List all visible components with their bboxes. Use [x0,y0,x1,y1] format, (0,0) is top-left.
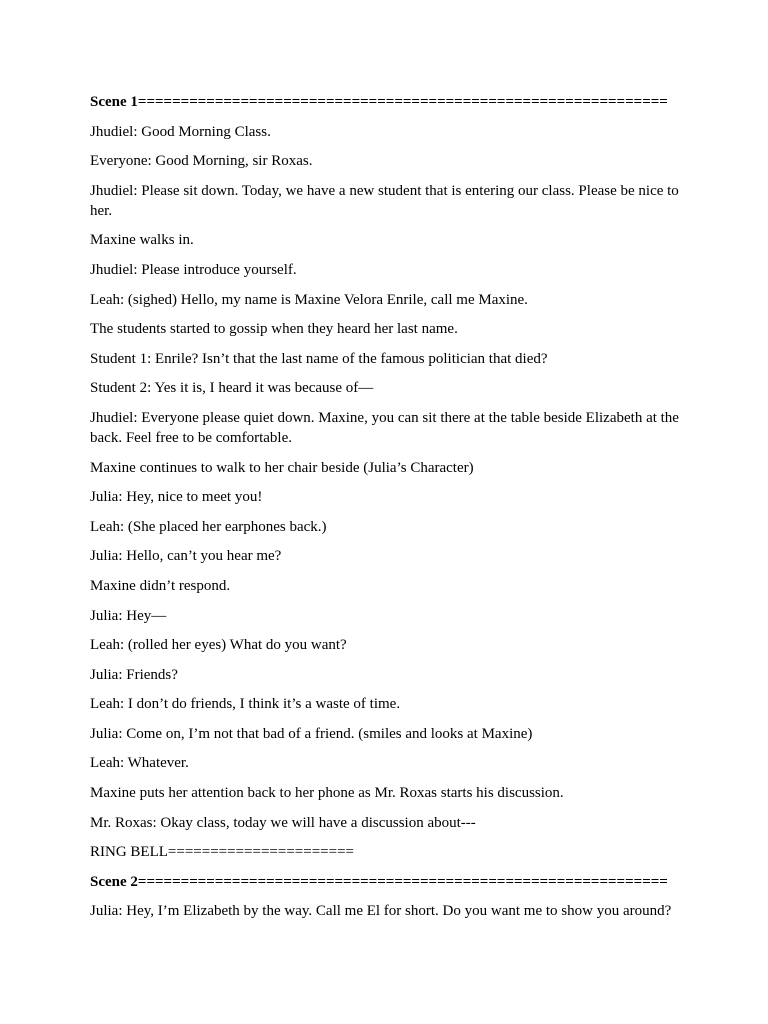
dialogue-line: Julia: Hello, can’t you hear me? [90,548,282,565]
dialogue-line: Julia: Hey, nice to meet you! [90,489,263,506]
script-body [90,92,680,931]
dialogue-line: Julia: Come on, I’m not that bad of a friend. (smiles and looks at Maxine) [90,725,533,742]
scene-heading: Scene 2============================================================== [90,873,668,890]
dialogue-line: Jhudiel: Please sit down. Today, we have a new student that is entering our class. Please be nice to her. [90,182,679,219]
dialogue-line: Jhudiel: Good Morning Class. [90,123,271,140]
dialogue-line: Student 1: Enrile? Isn’t that the last name of the famous politician that died? [90,350,548,367]
dialogue-line: Jhudiel: Please introduce yourself. [90,261,297,278]
stage-direction: Maxine continues to walk to her chair beside (Julia’s Character) [90,459,474,476]
dialogue-line: Everyone: Good Morning, sir Roxas. [90,153,313,170]
stage-direction: The students started to gossip when they heard her last name. [90,321,458,338]
stage-direction: Maxine puts her attention back to her phone as Mr. Roxas starts his discussion. [90,785,564,802]
dialogue-line: Leah: I don’t do friends, I think it’s a waste of time. [90,696,401,713]
stage-direction: Maxine walks in. [90,232,194,249]
dialogue-line: Leah: (sighed) Hello, my name is Maxine Velora Enrile, call me Maxine. [90,291,528,308]
stage-direction: Maxine didn’t respond. [90,577,231,594]
dialogue-line: Leah: (rolled her eyes) What do you want? [90,637,347,654]
dialogue-line: Julia: Hey, I’m Elizabeth by the way. Call me El for short. Do you want me to show you around? [90,903,672,920]
dialogue-line: Leah: Whatever. [90,755,189,772]
dialogue-line: Leah: (She placed her earphones back.) [90,518,327,535]
dialogue-line: Jhudiel: Everyone please quiet down. Maxine, you can sit there at the table beside Elizabeth at the back. Feel free to be comfortable. [90,409,679,446]
dialogue-line: Student 2: Yes it is, I heard it was because of— [90,380,374,397]
dialogue-line: Julia: Friends? [90,666,178,683]
dialogue-line: Julia: Hey— [90,607,167,624]
stage-direction: RING BELL====================== [90,844,355,861]
dialogue-line: Mr. Roxas: Okay class, today we will have a discussion about--- [90,814,476,831]
scene-heading: Scene 1============================================================== [90,94,668,110]
